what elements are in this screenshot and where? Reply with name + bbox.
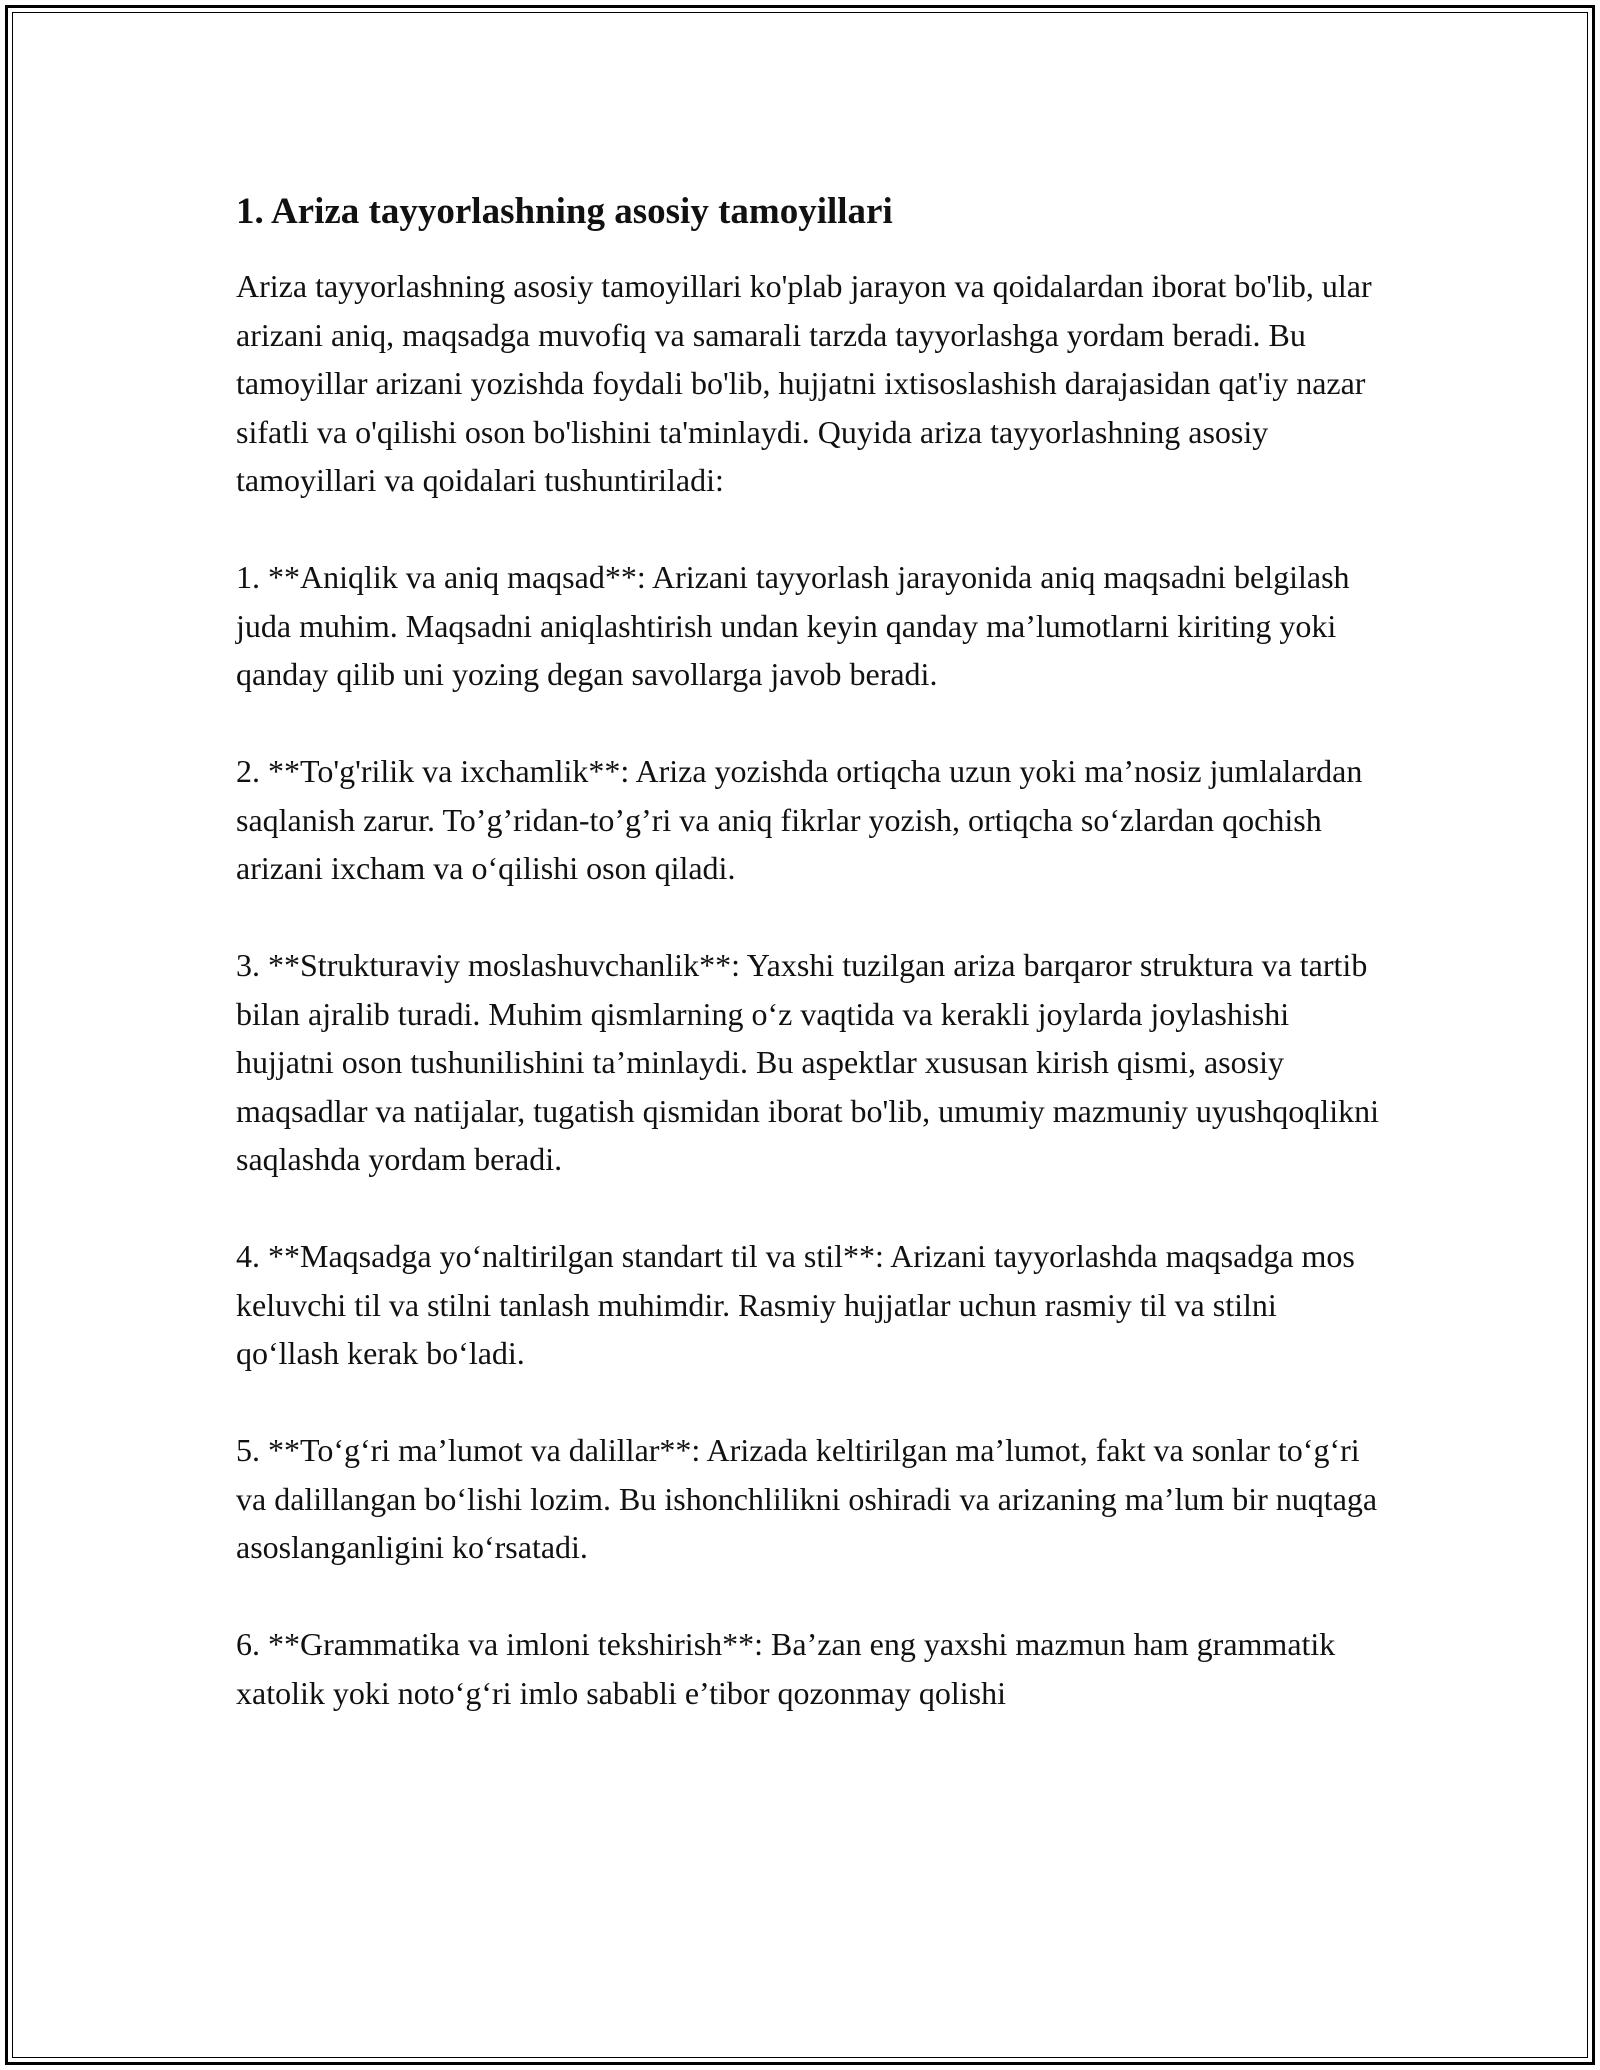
principle-item-2: 2. **To'g'rilik va ixchamlik**: Ariza yozishda ortiqcha uzun yoki ma’nosiz jumlalardan saqlanish zarur. To’g’ridan-to’g’ri va aniq fikrlar yozish, ortiqcha so‘zlardan qochish arizani ixcham va o‘qilishi oson qiladi. [236, 753, 1363, 886]
document-body [236, 188, 1386, 1766]
principle-item-4: 4. **Maqsadga yo‘naltirilgan standart til va stil**: Arizani tayyorlashda maqsadga mos keluvchi til va stilni tanlash muhimdir. Rasmiy hujjatlar uchun rasmiy til va stilni qo‘llash kerak bo‘ladi. [236, 1238, 1355, 1371]
principle-item-6: 6. **Grammatika va imloni tekshirish**: Ba’zan eng yaxshi mazmun ham grammatik xatolik yoki noto‘g‘ri imlo sababli e’tibor qozonmay qolishi [236, 1626, 1336, 1711]
principle-item-1: 1. **Aniqlik va aniq maqsad**: Arizani tayyorlash jarayonida aniq maqsadni belgilash juda muhim. Maqsadni aniqlashtirish undan keyin qanday ma’lumotlarni kiriting yoki qanday qilib uni yozing degan savollarga javob beradi. [236, 559, 1350, 692]
principle-item-3: 3. **Strukturaviy moslashuvchanlik**: Yaxshi tuzilgan ariza barqaror struktura va tartib bilan ajralib turadi. Muhim qismlarning o‘z vaqtida va kerakli joylarda joylashishi hujjatni oson tushunilishini ta’minlaydi. Bu aspektlar xususan kirish qismi, asosiy maqsadlar va natijalar, tugatish qismidan iborat bo'lib, umumiy mazmuniy uyushqoqlikni saqlashda yordam beradi. [236, 947, 1379, 1177]
principle-item-5: 5. **To‘g‘ri ma’lumot va dalillar**: Arizada keltirilgan ma’lumot, fakt va sonlar to‘g‘ri va dalillangan bo‘lishi lozim. Bu ishonchlilikni oshiradi va arizaning ma’lum bir nuqtaga asoslanganligini ko‘rsatadi. [236, 1432, 1378, 1565]
section-heading: 1. Ariza tayyorlashning asosiy tamoyillari [236, 191, 893, 232]
intro-paragraph: Ariza tayyorlashning asosiy tamoyillari ko'plab jarayon va qoidalardan iborat bo'lib, ular arizani aniq, maqsadga muvofiq va samarali tarzda tayyorlashga yordam beradi. Bu tamoyillar arizani yozishda foydali bo'lib, hujjatni ixtisoslashish darajasidan qat'iy nazar sifatli va o'qilishi oson bo'lishini ta'minlaydi. Quyida ariza tayyorlashning asosiy tamoyillari va qoidalari tushuntiriladi: [236, 268, 1372, 498]
